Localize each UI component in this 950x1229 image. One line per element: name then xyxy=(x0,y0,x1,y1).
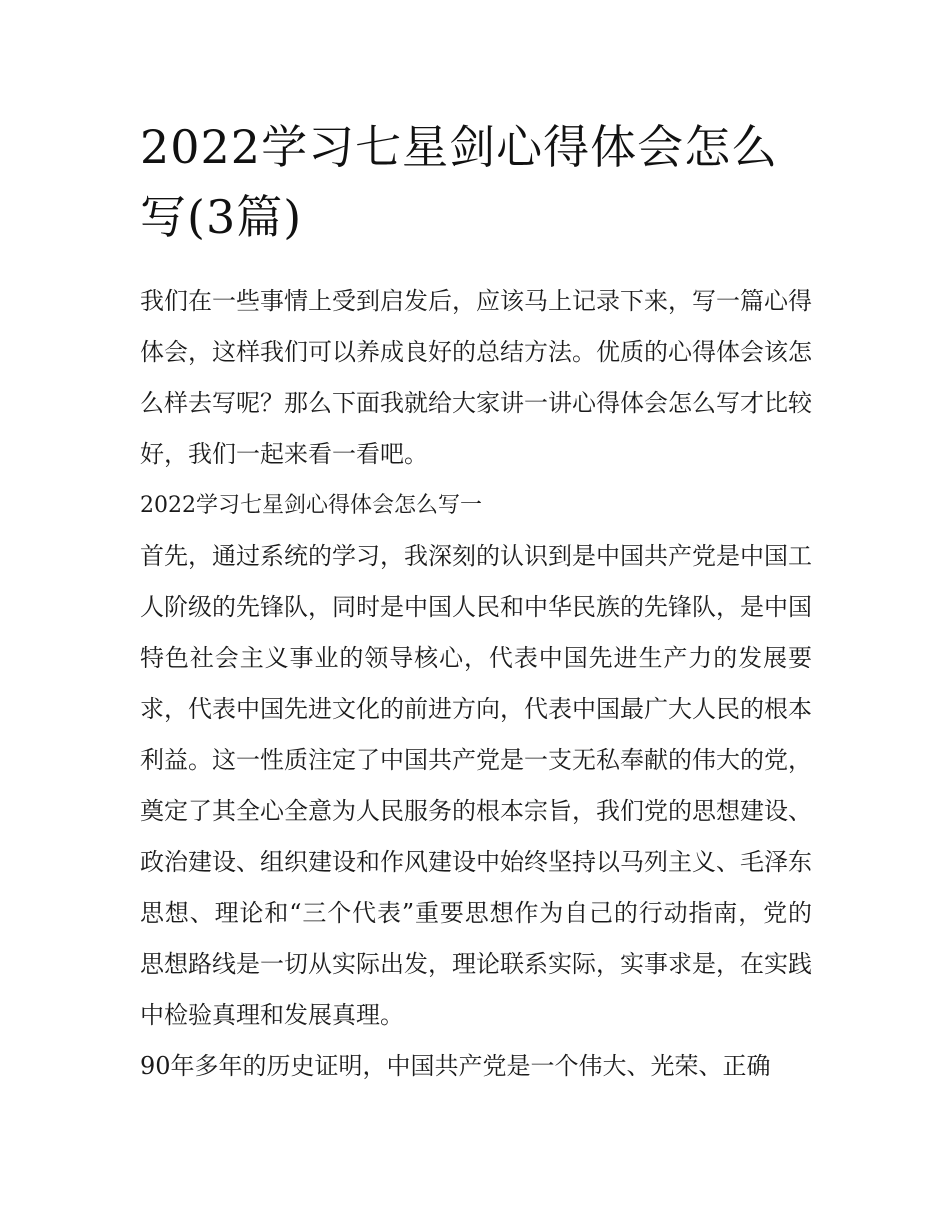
body-paragraph-1: 首先，通过系统的学习，我深刻的认识到是中国共产党是中国工人阶级的先锋队，同时是中国人民和中华民族的先锋队，是中国特色社会主义事业的领导核心，代表中国先进生产力的发展要求，代表中国先进文化的前进方向，代表中国最广大人民的根本利益。这一性质注定了中国共产党是一支无私奉献的伟大的党，奠定了其全心全意为人民服务的根本宗旨，我们党的思想建设、政治建设、组织建设和作风建设中始终坚持以马列主义、毛泽东思想、理论和“三个代表”重要思想作为自己的行动指南，党的思想路线是一切从实际出发，理论联系实际，实事求是，在实践中检验真理和发展真理。 xyxy=(140,542,812,1029)
document-title: 2022学习七星剑心得体会怎么写(3篇) xyxy=(140,120,779,244)
body-paragraph-2: 90年多年的历史证明，中国共产党是一个伟大、光荣、正确 xyxy=(140,1052,771,1080)
intro-paragraph: 我们在一些事情上受到启发后，应该马上记录下来，写一篇心得体会，这样我们可以养成良好的总结方法。优质的心得体会该怎么样去写呢？那么下面我就给大家讲一讲心得体会怎么写才比较好，我们一起来看一看吧。 xyxy=(140,287,812,468)
section-heading: 2022学习七星剑心得体会怎么写一 xyxy=(140,493,482,518)
document-body xyxy=(140,276,812,1092)
